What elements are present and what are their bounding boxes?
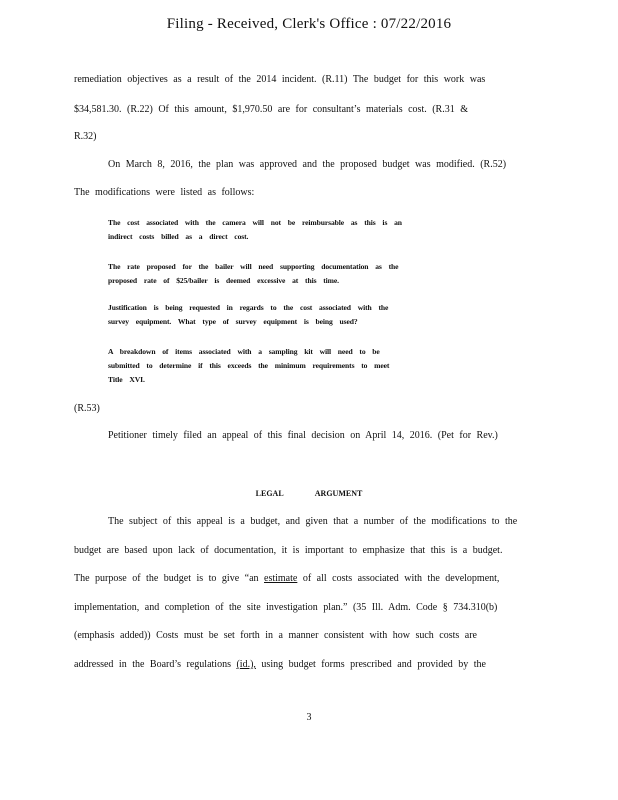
modification-1-line-1: The cost associated with the camera will not be reimbursable as this is an [108, 218, 402, 227]
modification-3-line-2: survey equipment. What type of survey equipment is being used? [108, 317, 358, 326]
argument-line-4: implementation, and completion of the site investigation plan.” (35 Ill. Adm. Code § 734.310(b) [74, 602, 498, 613]
filing-header: Filing - Received, Clerk's Office : 07/22/2016 [166, 16, 452, 32]
body-line-5: The modifications were listed as follows: [74, 187, 255, 198]
modification-1-line-2: indirect costs billed as a direct cost. [108, 232, 249, 241]
body-line-4: On March 8, 2016, the plan was approved and the proposed budget was modified. (R.52) [108, 159, 507, 170]
page-number: 3 [306, 712, 312, 723]
argument-line-6 [74, 659, 486, 671]
argument-line-1: The subject of this appeal is a budget, and given that a number of the modifications to the [108, 516, 518, 527]
body-line-2: $34,581.30. (R.22) Of this amount, $1,970.50 are for consultant’s materials cost. (R.31 & [74, 104, 469, 115]
argument-line-6-a: addressed in the Board’s regulations [74, 659, 237, 670]
argument-line-5: (emphasis added)) Costs must be set forth in a manner consistent with how such costs are [74, 630, 477, 641]
modification-4-line-3: Title XVI. [108, 375, 145, 384]
argument-line-3 [74, 573, 499, 585]
modification-3-line-1: Justification is being requested in regards to the cost associated with the [108, 303, 389, 312]
body-line-3: R.32) [74, 131, 97, 142]
modification-4-line-2: submitted to determine if this exceeds the minimum requirements to meet [108, 361, 390, 370]
argument-line-2: budget are based upon lack of documentation, it is important to emphasize that this is a budget. [74, 545, 503, 556]
body-line-1: remediation objectives as a result of the 2014 incident. (R.11) The budget for this work was [74, 74, 486, 85]
modification-2-line-1: The rate proposed for the bailer will need supporting documentation as the [108, 262, 399, 271]
citation-r53: (R.53) [74, 403, 100, 414]
argument-line-3-b: of all costs associated with the development, [297, 573, 500, 584]
modification-2-line-2: proposed rate of $25/bailer is deemed excessive at this time. [108, 276, 339, 285]
argument-line-6-b: using budget forms prescribed and provided by the [255, 659, 486, 670]
modification-4-line-1: A breakdown of items associated with a sampling kit will need to be [108, 347, 380, 356]
emphasized-word: estimate [264, 573, 298, 584]
argument-line-3-a: The purpose of the budget is to give “an [74, 573, 265, 584]
section-heading: LEGAL ARGUMENT [255, 489, 363, 498]
id-citation: (id.), [236, 659, 256, 670]
petition-line: Petitioner timely filed an appeal of this final decision on April 14, 2016. (Pet for Rev.) [108, 430, 498, 441]
